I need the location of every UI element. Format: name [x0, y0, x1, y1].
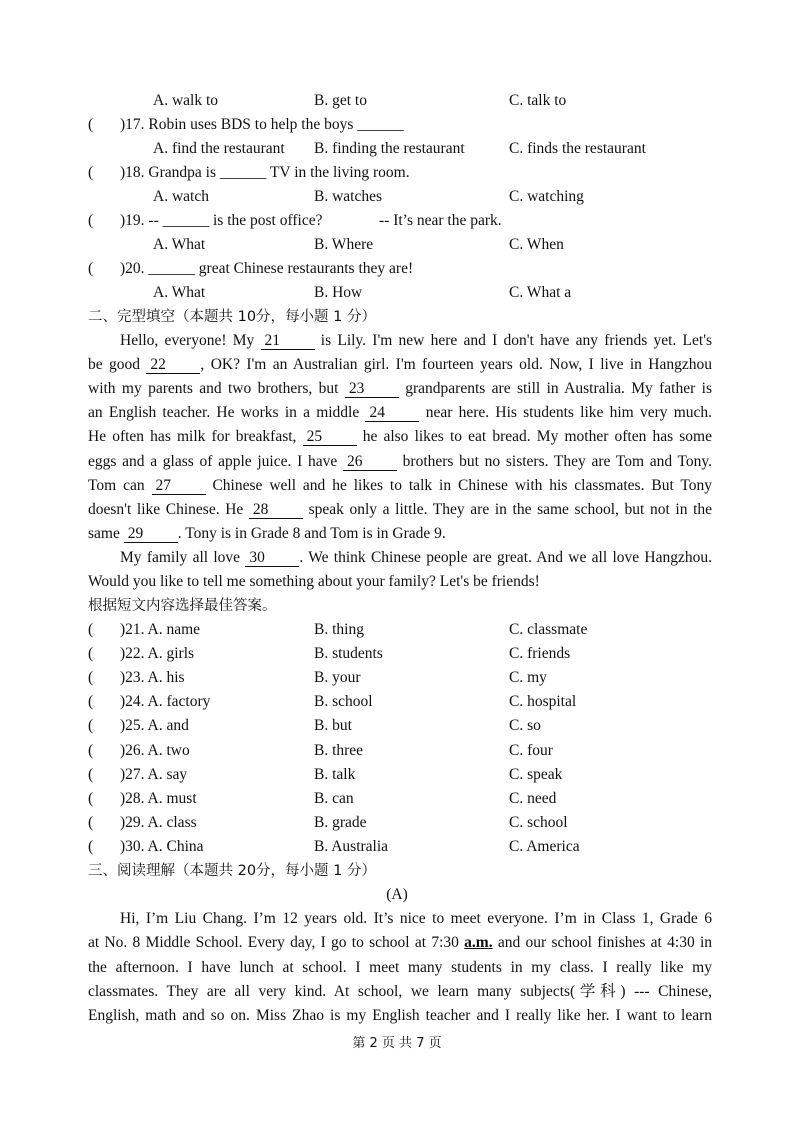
answer-paren[interactable]: (: [88, 669, 94, 686]
q17-option-b: B. finding the restaurant: [314, 140, 465, 157]
blank-21: 21: [261, 332, 315, 350]
choice-option-a: )27. A. say: [120, 766, 188, 783]
cloze-line-1: Hello, everyone! My 21 is Lily. I'm new here and I don't have any friends yet. Let's: [120, 332, 713, 349]
q17-option-c: C. finds the restaurant: [509, 140, 646, 157]
choice-option-b: B. Australia: [314, 838, 389, 855]
choice-option-c: C. hospital: [509, 693, 577, 710]
cloze-line-7: Tom can 27 Chinese well and he likes to talk in Chinese with his classmates. But Tony: [88, 477, 713, 494]
choice-option-c: C. my: [509, 669, 547, 686]
question-17-text: )17. Robin uses BDS to help the boys ______: [120, 116, 404, 133]
blank-22: 22: [146, 356, 200, 374]
choice-option-a: )24. A. factory: [120, 693, 211, 710]
choice-option-c: C. friends: [509, 645, 571, 662]
q20-option-b: B. How: [314, 284, 363, 301]
cloze-line-11: Would you like to tell me something about your family? Let's be friends!: [88, 573, 540, 590]
answer-paren[interactable]: (: [88, 621, 94, 638]
answer-paren[interactable]: (: [88, 164, 94, 181]
q18-option-a: A. watch: [153, 188, 209, 205]
question-19-reply: -- It’s near the park.: [379, 212, 502, 229]
page-footer: 第 2 页 共 7 页: [352, 1036, 442, 1051]
reading-line-3: the afternoon. I have lunch at school. I meet many students in my class. I really like my: [88, 959, 712, 976]
answer-paren[interactable]: (: [88, 766, 94, 783]
choice-option-b: B. three: [314, 742, 364, 759]
choice-option-b: B. grade: [314, 814, 367, 831]
answer-paren[interactable]: (: [88, 645, 94, 662]
blank-30: 30: [245, 549, 299, 567]
q18-option-c: C. watching: [509, 188, 584, 205]
answer-paren[interactable]: (: [88, 116, 94, 133]
q16-option-a: A. walk to: [153, 92, 219, 109]
cloze-line-10: My family all love 30 . We think Chinese people are great. And we all love Hangzhou.: [120, 549, 713, 566]
blank-29: 29: [124, 525, 178, 543]
choice-option-a: )21. A. name: [120, 621, 201, 638]
passage-a-label: (A): [386, 886, 408, 903]
choice-option-a: )29. A. class: [120, 814, 197, 831]
choice-option-b: B. talk: [314, 766, 356, 783]
am-emphasis: a.m.: [464, 934, 493, 951]
blank-24: 24: [365, 404, 419, 422]
cloze-line-2: be good 22 , OK? I'm an Australian girl. I'm fourteen years old. Now, I live in Hangzhou: [88, 356, 712, 373]
blank-25: 25: [303, 428, 357, 446]
choice-option-b: B. but: [314, 717, 352, 734]
answer-paren[interactable]: (: [88, 212, 94, 229]
choice-option-a: )28. A. must: [120, 790, 197, 807]
choice-option-c: C. speak: [509, 766, 563, 783]
reading-line-2: at No. 8 Middle School. Every day, I go to school at 7:30 a.m. and our school finishes at 4:30 in: [88, 934, 713, 951]
choice-option-c: C. America: [509, 838, 580, 855]
choices-instruction: 根据短文内容选择最佳答案。: [88, 598, 277, 614]
cloze-line-3: with my parents and two brothers, but 23 grandparents are still in Australia. My father is: [88, 380, 712, 397]
q20-option-a: A. What: [153, 284, 206, 301]
choice-option-c: C. school: [509, 814, 568, 831]
choice-option-b: B. can: [314, 790, 354, 807]
answer-paren[interactable]: (: [88, 260, 94, 277]
choice-option-a: )26. A. two: [120, 742, 190, 759]
q19-option-b: B. Where: [314, 236, 374, 253]
choice-option-a: )30. A. China: [120, 838, 204, 855]
blank-23: 23: [345, 380, 399, 398]
choice-option-a: )23. A. his: [120, 669, 185, 686]
answer-paren[interactable]: (: [88, 790, 94, 807]
section-3-heading: 三、阅读理解（本题共 20分，每小题 1 分）: [88, 863, 377, 879]
q16-option-c: C. talk to: [509, 92, 567, 109]
choice-option-c: C. classmate: [509, 621, 588, 638]
blank-28: 28: [249, 501, 303, 519]
cloze-line-9: same 29 . Tony is in Grade 8 and Tom is in Grade 9.: [88, 525, 446, 542]
choice-option-b: B. school: [314, 693, 373, 710]
blank-27: 27: [152, 477, 206, 495]
section-2-heading: 二、完型填空（本题共 10分，每小题 1 分）: [88, 309, 377, 325]
question-20-text: )20. ______ great Chinese restaurants they are!: [120, 260, 414, 277]
answer-paren[interactable]: (: [88, 742, 94, 759]
choice-option-a: )22. A. girls: [120, 645, 195, 662]
reading-line-4: classmates. They are all very kind. At school, we learn many subjects(学科) --- Chinese,: [88, 983, 712, 1000]
choice-option-c: C. so: [509, 717, 541, 734]
choice-option-c: C. need: [509, 790, 557, 807]
q19-option-a: A. What: [153, 236, 206, 253]
cloze-line-4: an English teacher. He works in a middle 24 near here. His students like him very much.: [88, 404, 713, 421]
reading-line-5: English, math and so on. Miss Zhao is my English teacher and I really like her. I want to learn: [88, 1007, 712, 1024]
reading-line-1: Hi, I’m Liu Chang. I’m 12 years old. It’s nice to meet everyone. I’m in Class 1, Grade 6: [120, 910, 712, 927]
answer-paren[interactable]: (: [88, 814, 94, 831]
answer-paren[interactable]: (: [88, 693, 94, 710]
cloze-line-8: doesn't like Chinese. He 28 speak only a little. They are in the same school, but not in the: [88, 501, 713, 518]
cloze-line-5: He often has milk for breakfast, 25 he also likes to eat bread. My mother often has some: [88, 428, 712, 445]
choice-option-b: B. your: [314, 669, 361, 686]
q19-option-c: C. When: [509, 236, 564, 253]
q16-option-b: B. get to: [314, 92, 367, 109]
choice-option-c: C. four: [509, 742, 553, 759]
blank-26: 26: [343, 453, 397, 471]
choice-option-b: B. thing: [314, 621, 364, 638]
question-18-text: )18. Grandpa is ______ TV in the living room.: [120, 164, 410, 181]
q17-option-a: A. find the restaurant: [153, 140, 285, 157]
answer-paren[interactable]: (: [88, 838, 94, 855]
q20-option-c: C. What a: [509, 284, 572, 301]
cloze-line-6: eggs and a glass of apple juice. I have 26 brothers but no sisters. They are Tom and Tony.: [88, 453, 713, 470]
question-19-text: )19. -- ______ is the post office?: [120, 212, 323, 229]
answer-paren[interactable]: (: [88, 717, 94, 734]
choice-option-a: )25. A. and: [120, 717, 189, 734]
choice-option-b: B. students: [314, 645, 383, 662]
q18-option-b: B. watches: [314, 188, 383, 205]
